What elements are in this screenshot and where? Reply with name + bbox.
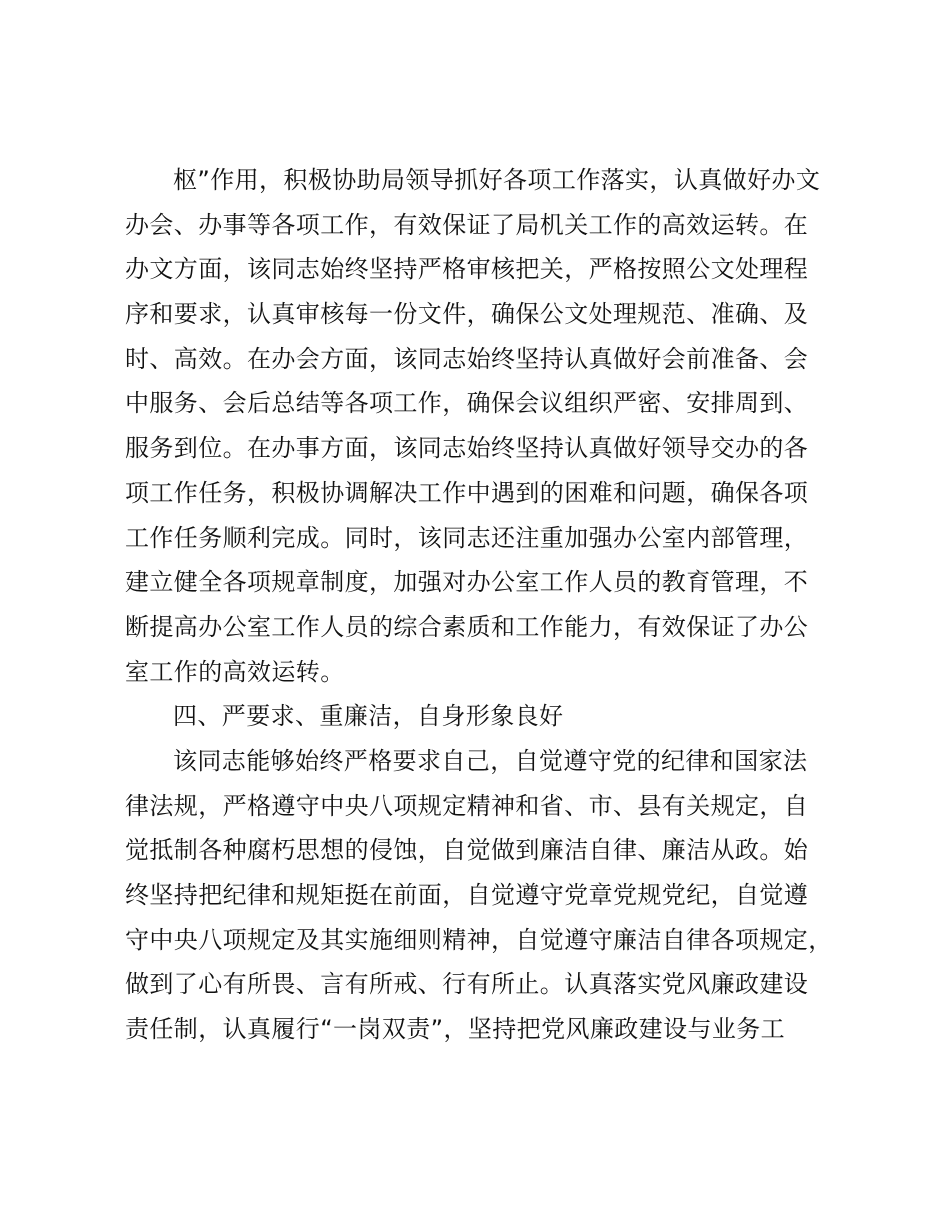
paragraph-line: 觉抵制各种腐朽思想的侵蚀，自觉做到廉洁自律、廉洁从政。始	[125, 836, 809, 865]
paragraph-line: 断提高办公室工作人员的综合素质和工作能力，有效保证了办公	[125, 612, 809, 641]
paragraph-line: 枢”作用，积极协助局领导抓好各项工作落实，认真做好办文	[173, 166, 821, 194]
paragraph-line: 终坚持把纪律和规矩挺在前面，自觉遵守党章党规党纪，自觉遵	[125, 881, 809, 909]
paragraph-line: 办会、办事等各项工作，有效保证了局机关工作的高效运转。在	[125, 210, 809, 239]
paragraph-line: 守中央八项规定及其实施细则精神，自觉遵守廉洁自律各项规定，	[125, 925, 833, 954]
section-heading: 四、严要求、重廉洁，自身形象良好	[173, 702, 564, 731]
paragraph-line: 序和要求，认真审核每一份文件，确保公文处理规范、准确、及	[125, 300, 809, 329]
paragraph-line: 办文方面，该同志始终坚持严格审核把关，严格按照公文处理程	[125, 255, 809, 284]
paragraph-line: 做到了心有所畏、言有所戒、行有所止。认真落实党风廉政建设	[125, 970, 809, 999]
paragraph-line: 中服务、会后总结等各项工作，确保会议组织严密、安排周到、	[125, 389, 809, 418]
paragraph-line: 项工作任务，积极协调解决工作中遇到的困难和问题，确保各项	[125, 478, 809, 507]
paragraph-line: 室工作的高效运转。	[125, 657, 345, 686]
paragraph-line: 责任制，认真履行“一岗双责”，坚持把党风廉政建设与业务工	[125, 1015, 786, 1044]
document-body	[125, 158, 845, 1052]
paragraph-line: 建立健全各项规章制度，加强对办公室工作人员的教育管理，不	[125, 568, 809, 597]
paragraph-line: 该同志能够始终严格要求自己，自觉遵守党的纪律和国家法	[173, 746, 808, 775]
paragraph-line: 工作任务顺利完成。同时，该同志还注重加强办公室内部管理，	[125, 523, 809, 552]
paragraph-line: 服务到位。在办事方面，该同志始终坚持认真做好领导交办的各	[125, 434, 809, 463]
paragraph-line: 时、高效。在办会方面，该同志始终坚持认真做好会前准备、会	[125, 344, 809, 373]
paragraph-line: 律法规，严格遵守中央八项规定精神和省、市、县有关规定，自	[125, 791, 809, 820]
